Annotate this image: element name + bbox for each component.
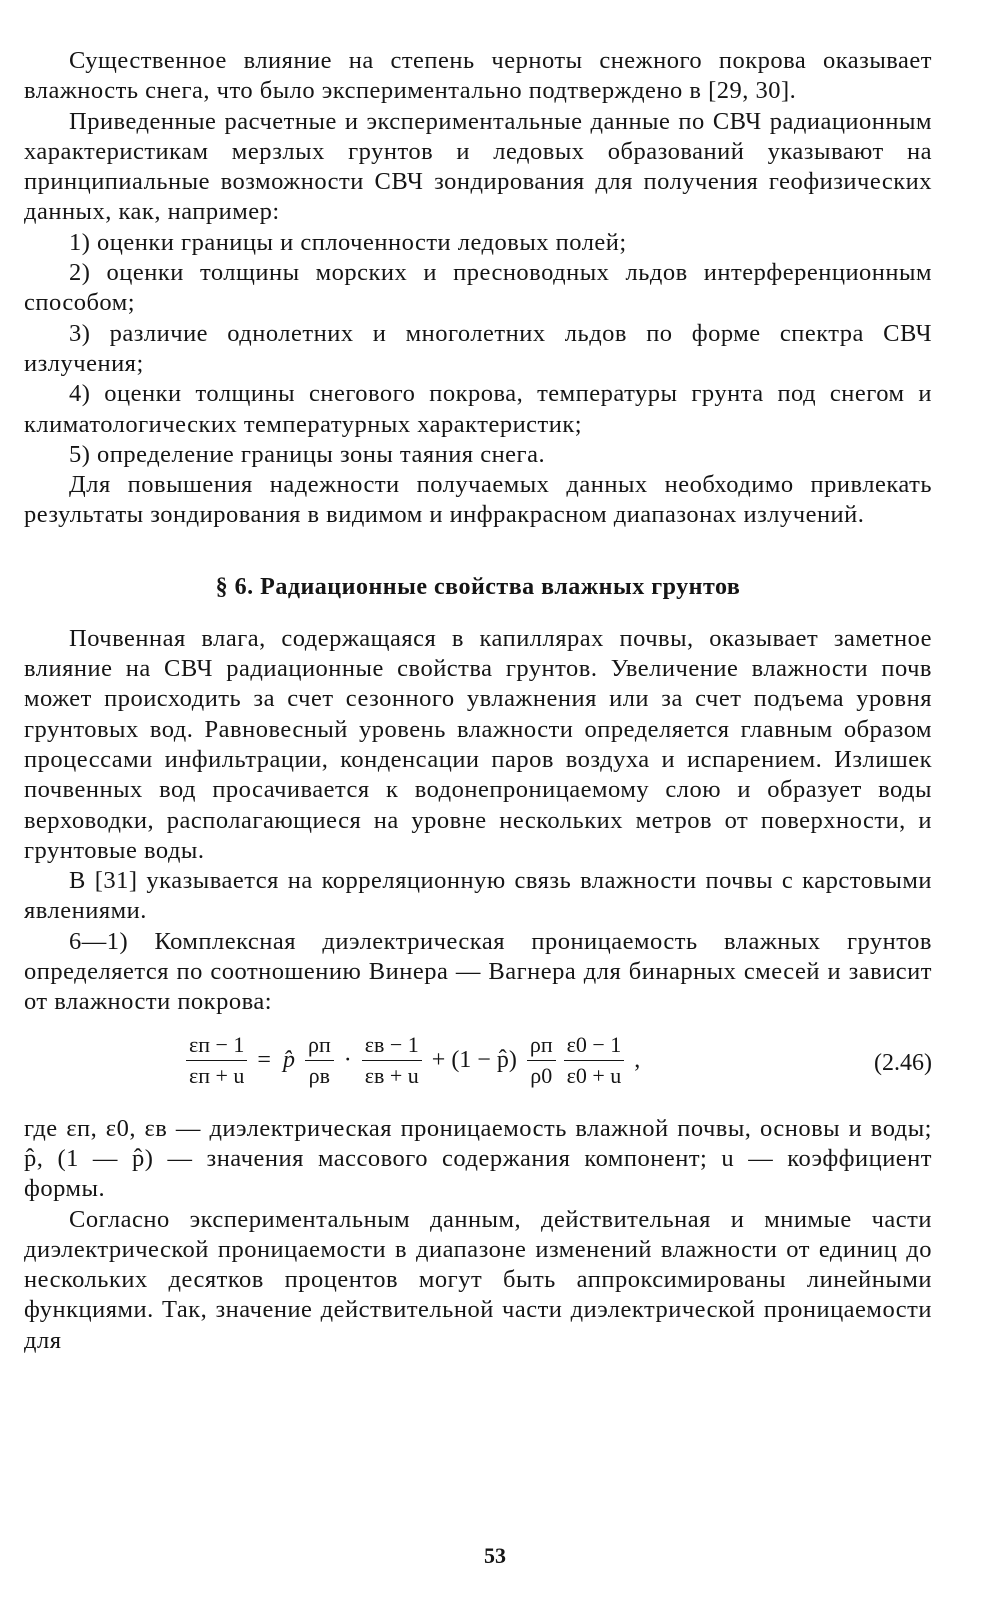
list-item: 4) оценки толщины снегового покрова, температуры грунта под снегом и климатологических температурных характеристик;	[24, 380, 932, 438]
fraction-density-ratio-2	[527, 1032, 556, 1089]
list-item: 5) определение границы зоны таяния снега.	[69, 440, 546, 468]
fraction-numerator: εв − 1	[362, 1032, 422, 1061]
equation-number: (2.46)	[874, 1049, 932, 1076]
paragraph: 6—1) Комплексная диэлектрическая проницаемость влажных грунтов определяется по соотношению Винера — Вагнера для бинарных смесей и зависит от влажности покрова:	[24, 927, 932, 1016]
fraction-water	[362, 1032, 422, 1089]
p-hat: p̂	[282, 1046, 295, 1073]
multiply-dot: ·	[343, 1046, 352, 1073]
paragraph: В [31] указывается на корреляционную связь влажности почвы с карстовыми явлениями.	[24, 867, 932, 925]
list-item: 3) различие однолетних и многолетних льдов по форме спектра СВЧ излучения;	[24, 319, 932, 377]
fraction-lhs	[186, 1032, 247, 1089]
comma: ,	[634, 1046, 641, 1073]
equation-2-46	[24, 1022, 932, 1114]
fraction-numerator: ε0 − 1	[564, 1032, 625, 1061]
fraction-base	[564, 1032, 625, 1089]
formula	[182, 1032, 646, 1089]
list-item: 1) оценки границы и сплоченности ледовых полей;	[69, 228, 627, 256]
page-body	[24, 46, 932, 1356]
fraction-denominator: εп + u	[189, 1062, 245, 1088]
section-heading: § 6. Радиационные свойства влажных грунтов	[215, 573, 741, 600]
plus-term: + (1 − p̂)	[431, 1046, 517, 1073]
fraction-denominator: ε0 + u	[566, 1062, 622, 1088]
paragraph: Приведенные расчетные и экспериментальные данные по СВЧ радиационным характеристикам мерзлых грунтов и ледовых образований указывают на принципиальные возможности СВЧ зондирования для получения геофизических данных, как, например:	[24, 107, 932, 226]
paragraph: Почвенная влага, содержащаяся в капиллярах почвы, оказывает заметное влияние на СВЧ радиационные свойства грунтов. Увеличение влажности почв может происходить за счет сезонного увлажнения или за счет подъема уровня грунтовых вод. Равновесный уровень влажности определяется главным образом процессами инфильтрации, конденсации паров воздуха и испарением. Излишек почвенных вод просачивается к водонепроницаемому слою и образует воды верховодки, располагающиеся на уровне нескольких метров от поверхности, и грунтовые воды.	[24, 624, 932, 864]
paragraph: где εп, ε0, εв — диэлектрическая проницаемость влажной почвы, основы и воды; p̂, (1 — p̂) — значения массового содержания компонент; u — коэффициент формы.	[24, 1114, 932, 1203]
fraction-numerator: εп − 1	[186, 1032, 247, 1061]
fraction-denominator: ρв	[308, 1062, 331, 1088]
equals-sign: =	[257, 1046, 271, 1073]
paragraph: Для повышения надежности получаемых данных необходимо привлекать результаты зондирования в видимом и инфракрасном диапазонах излучений.	[24, 471, 932, 529]
page-number: 53	[484, 1543, 506, 1568]
paragraph: Согласно экспериментальным данным, действительная и мнимые части диэлектрической проницаемости в диапазоне изменений влажности от единиц до нескольких десятков процентов могут быть аппроксимированы линейными функциями. Так, значение действительной части диэлектрической проницаемости для	[24, 1205, 932, 1354]
list-item: 2) оценки толщины морских и пресноводных льдов интерференционным способом;	[24, 259, 932, 317]
fraction-numerator: ρп	[527, 1032, 556, 1061]
paragraph: Существенное влияние на степень черноты снежного покрова оказывает влажность снега, что было экспериментально подтверждено в [29, 30].	[24, 47, 932, 105]
fraction-denominator: εв + u	[364, 1062, 419, 1088]
fraction-numerator: ρп	[305, 1032, 334, 1061]
fraction-density-ratio	[305, 1032, 334, 1089]
fraction-denominator: ρ0	[530, 1062, 553, 1088]
